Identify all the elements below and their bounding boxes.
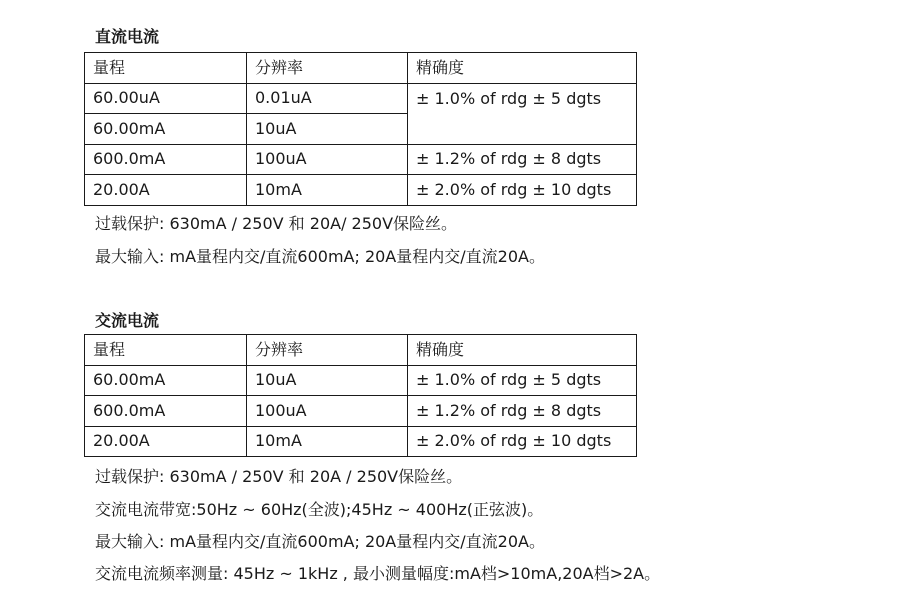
range-cell: 600.0mA (85, 144, 247, 175)
resolution-cell: 100uA (247, 144, 408, 175)
accuracy-cell: ± 1.2% of rdg ± 8 dgts (408, 144, 637, 175)
table-row (85, 426, 637, 457)
header-accuracy: 精确度 (408, 335, 637, 366)
header-resolution: 分辨率 (247, 335, 408, 366)
ac-frequency-note: 交流电流频率测量: 45Hz ~ 1kHz , 最小测量幅度:mA档>10mA,20A档>2A。 (95, 564, 661, 583)
resolution-cell: 100uA (247, 396, 408, 427)
dc-max-input-note: 最大输入: mA量程内交/直流600mA; 20A量程内交/直流20A。 (95, 247, 545, 266)
table-row (85, 144, 637, 175)
resolution-cell: 10mA (247, 175, 408, 206)
header-range: 量程 (85, 335, 247, 366)
table-row (85, 175, 637, 206)
range-cell: 20.00A (85, 175, 247, 206)
ac-max-input-note: 最大输入: mA量程内交/直流600mA; 20A量程内交/直流20A。 (95, 532, 545, 551)
table-row (85, 365, 637, 396)
dc-section-title: 直流电流 (95, 27, 160, 46)
header-accuracy: 精确度 (408, 53, 637, 84)
header-range: 量程 (85, 53, 247, 84)
table-header-row (85, 53, 637, 84)
table-row (85, 396, 637, 427)
accuracy-cell: ± 1.0% of rdg ± 5 dgts (408, 365, 637, 396)
accuracy-cell: ± 1.0% of rdg ± 5 dgts (408, 83, 637, 144)
resolution-cell: 0.01uA (247, 83, 408, 114)
resolution-cell: 10uA (247, 365, 408, 396)
table-row (85, 83, 637, 114)
ac-section-title: 交流电流 (95, 311, 160, 330)
header-resolution: 分辨率 (247, 53, 408, 84)
accuracy-cell: ± 2.0% of rdg ± 10 dgts (408, 426, 637, 457)
ac-overload-note: 过载保护: 630mA / 250V 和 20A / 250V保险丝。 (95, 467, 463, 486)
range-cell: 60.00uA (85, 83, 247, 114)
accuracy-cell: ± 2.0% of rdg ± 10 dgts (408, 175, 637, 206)
range-cell: 600.0mA (85, 396, 247, 427)
accuracy-cell: ± 1.2% of rdg ± 8 dgts (408, 396, 637, 427)
dc-spec-table (84, 52, 637, 206)
table-header-row (85, 335, 637, 366)
dc-overload-note: 过载保护: 630mA / 250V 和 20A/ 250V保险丝。 (95, 214, 458, 233)
range-cell: 60.00mA (85, 114, 247, 145)
range-cell: 60.00mA (85, 365, 247, 396)
resolution-cell: 10uA (247, 114, 408, 145)
resolution-cell: 10mA (247, 426, 408, 457)
ac-bandwidth-note: 交流电流带宽:50Hz ~ 60Hz(全波);45Hz ~ 400Hz(正弦波)。 (95, 500, 544, 519)
range-cell: 20.00A (85, 426, 247, 457)
ac-spec-table (84, 334, 637, 457)
